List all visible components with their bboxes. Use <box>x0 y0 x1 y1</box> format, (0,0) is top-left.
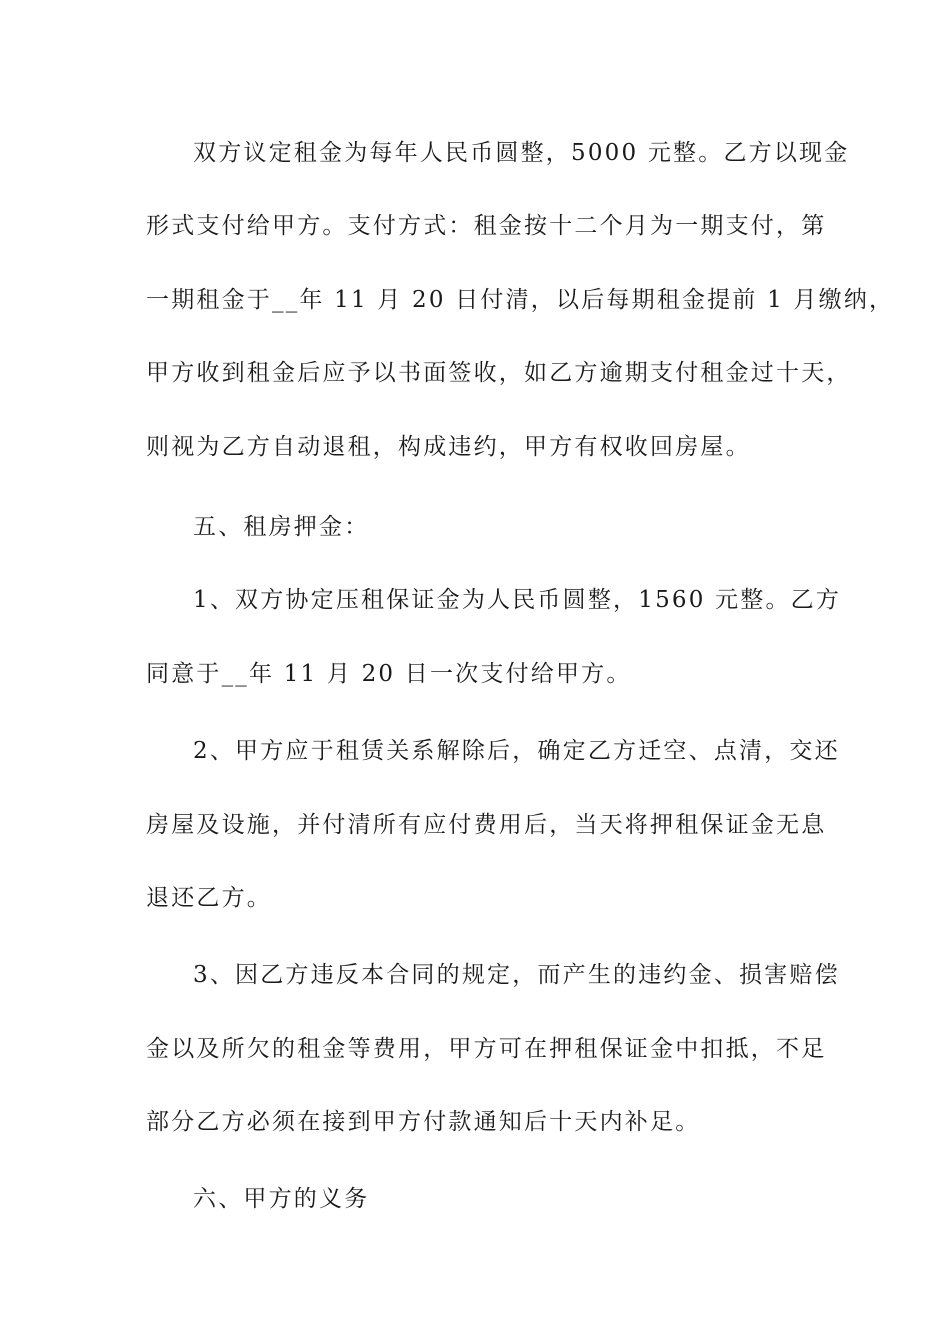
clause-1-line-1: 1、双方协定压租保证金为人民币圆整，1560 元整。乙方 <box>193 587 842 613</box>
clause-3-line-2: 金以及所欠的租金等费用，甲方可在押租保证金中扣抵，不足 <box>146 1036 827 1062</box>
clause-2-line-2: 房屋及设施，并付清所有应付费用后，当天将押租保证金无息 <box>146 812 827 838</box>
clause-2-line-3: 退还乙方。 <box>146 885 272 911</box>
section-heading-deposit: 五、租房押金： <box>193 514 370 540</box>
clause-3-line-1: 3、因乙方违反本合同的规定，而产生的违约金、损害赔偿 <box>193 962 840 988</box>
paragraph-rent-line-4: 甲方收到租金后应予以书面签收，如乙方逾期支付租金过十天， <box>146 360 852 386</box>
clause-2-line-1: 2、甲方应于租赁关系解除后，确定乙方迁空、点清，交还 <box>193 738 840 764</box>
paragraph-rent-line-5: 则视为乙方自动退租，构成违约，甲方有权收回房屋。 <box>146 434 751 460</box>
clause-3-line-3: 部分乙方必须在接到甲方付款通知后十天内补足。 <box>146 1109 701 1135</box>
section-heading-party-a-obligations: 六、甲方的义务 <box>193 1186 370 1212</box>
clause-1-line-2: 同意于__年 11 月 20 日一次支付给甲方。 <box>146 661 632 687</box>
paragraph-rent-line-2: 形式支付给甲方。支付方式：租金按十二个月为一期支付，第 <box>146 213 827 239</box>
paragraph-rent-line-3: 一期租金于__年 11 月 20 日付清，以后每期租金提前 1 月缴纳， <box>146 287 895 313</box>
paragraph-rent-line-1: 双方议定租金为每年人民币圆整，5000 元整。乙方以现金 <box>193 140 850 166</box>
